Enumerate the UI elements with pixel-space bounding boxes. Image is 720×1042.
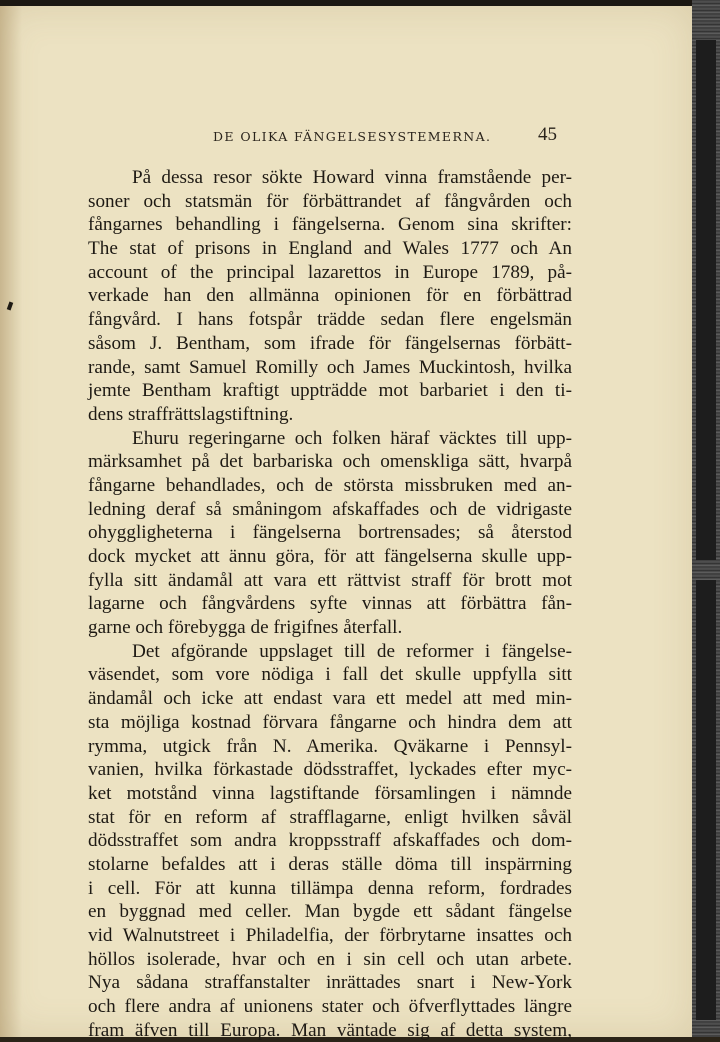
- text-line: i cell. För att kunna tillämpa denna reform, fordrades: [88, 877, 572, 899]
- text-line: Ehuru regeringarne och folken häraf väcktes till upp-: [132, 427, 572, 449]
- text-line: dens straffrättslagstiftning.: [88, 403, 294, 425]
- text-line: dödsstraffet som andra kroppsstraff afskaffades och dom-: [88, 830, 572, 852]
- text-line: väsendet, som vore nödiga i fall det skulle uppfylla sitt: [88, 664, 572, 686]
- text-line: Nya sådana straffanstalter inrättades snart i New-York: [88, 972, 572, 994]
- text-line: fram äfven till Europa. Man väntade sig af detta system,: [88, 1019, 572, 1041]
- text-line: vid Walnutstreet i Philadelfia, der förbrytarne insattes och: [88, 925, 572, 946]
- text-line: höllos isolerade, hvar och en i sin cell och utan arbete.: [88, 948, 572, 970]
- text-line: rande, samt Samuel Romilly och James Muckintosh, hvilka: [88, 356, 572, 378]
- body-text: [88, 166, 572, 1042]
- scan-right-edge: [692, 0, 720, 1037]
- text-line: en byggnad med celler. Man bygde ett sådant fängelse: [88, 901, 572, 923]
- text-line: dock mycket att ännu göra, för att fängelserna skulle upp-: [88, 546, 572, 567]
- text-line: account of the principal lazarettos in Europe 1789, på-: [88, 261, 572, 283]
- text-line: stat för en reform af strafflagarne, enligt hvilken såväl: [88, 806, 572, 828]
- text-line: soner och statsmän för förbättrandet af fångvården och: [88, 190, 572, 212]
- page-number: 45: [538, 124, 557, 145]
- text-line: märksamhet på det barbariska och omenskliga sätt, hvarpå: [88, 451, 572, 473]
- running-header: [213, 122, 563, 146]
- text-line: ket motstånd vinna lagstiftande församlingen i nämnde: [88, 782, 572, 804]
- text-line: fångvård. I hans fotspår trädde sedan flere engelsmän: [88, 309, 572, 331]
- text-line: På dessa resor sökte Howard vinna framstående per-: [132, 167, 572, 188]
- text-line: sta möjliga kostnad förvara fångarne och hindra dem att: [88, 711, 572, 733]
- text-line: lagarne och fångvårdens syfte vinnas att förbättra fån-: [88, 593, 572, 615]
- text-line: The stat of prisons in England and Wales 1777 och An: [88, 238, 572, 260]
- text-line: ledning deraf så småningom afskaffades och de vidrigaste: [88, 498, 572, 520]
- text-line: fångarnes behandling i fängelserna. Genom sina skrifter:: [88, 214, 572, 236]
- text-line: jemte Bentham kraftigt uppträdde mot barbariet i den ti-: [88, 380, 572, 402]
- text-line: och flere andra af unionens stater och öfverflyttades längre: [88, 996, 572, 1018]
- page-gutter-shadow: [0, 6, 22, 1037]
- book-page: [0, 6, 692, 1041]
- text-line: fångarne behandlades, och de största missbruken med an-: [88, 474, 572, 496]
- text-line: verkade han den allmänna opinionen för en förbättrad: [88, 285, 572, 307]
- text-line: garne och förebygga de frigifnes återfall.: [88, 617, 403, 639]
- text-line: såsom J. Bentham, som ifrade för fängelsernas förbätt-: [88, 332, 572, 354]
- text-line: ändamål och icke att endast vara ett medel att med min-: [88, 688, 572, 710]
- running-title: DE OLIKA FÄNGELSESYSTEMERNA.: [213, 129, 492, 144]
- text-line: stolarne befaldes att i deras ställe döma till inspärrning: [88, 853, 572, 875]
- text-line: ohyggligheterna i fängelserna bortrensades; så återstod: [88, 522, 572, 544]
- text-line: fylla sitt ändamål att vara ett rättvist straff för brott mot: [88, 569, 572, 591]
- text-line: rymma, utgick från N. Amerika. Qväkarne i Pennsyl-: [88, 735, 572, 757]
- text-line: vanien, hvilka förkastade dödsstraffet, lyckades efter myc-: [88, 759, 572, 781]
- text-line: Det afgörande uppslaget till de reformer i fängelse-: [132, 640, 572, 662]
